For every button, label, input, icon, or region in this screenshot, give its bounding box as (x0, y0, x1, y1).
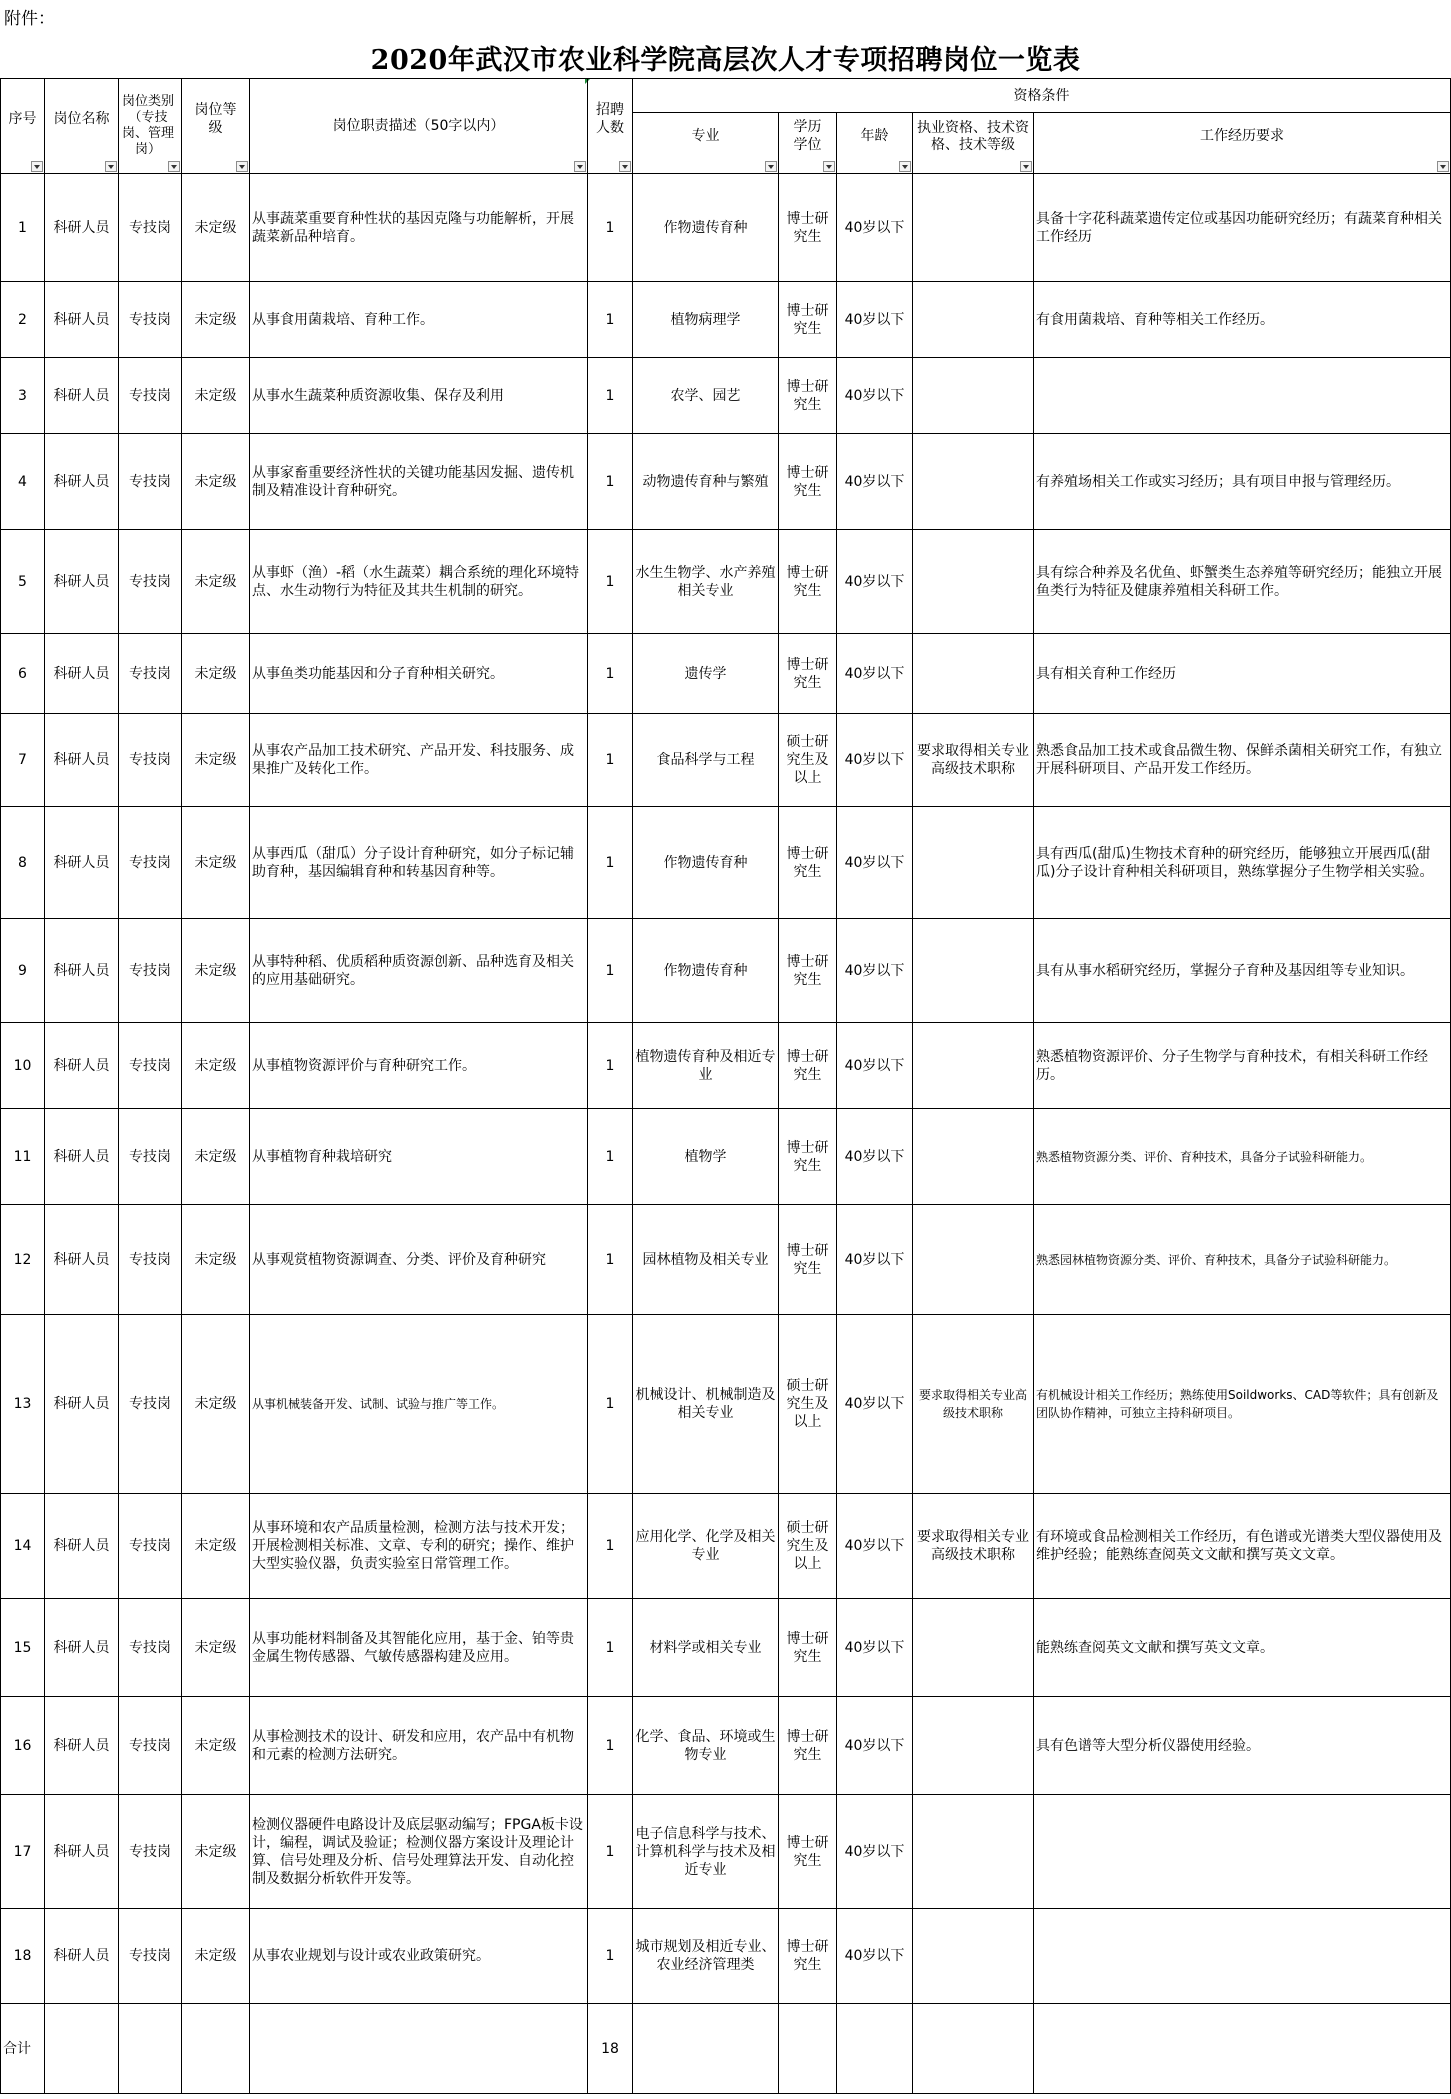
age-cell: 40岁以下 (837, 174, 913, 282)
header-duty: 岗位职责描述（50字以内） (250, 79, 588, 174)
post-level-cell: 未定级 (182, 1599, 250, 1697)
license-cell (913, 1909, 1034, 2004)
age-cell: 40岁以下 (837, 530, 913, 634)
experience-cell: 具有从事水稻研究经历，掌握分子育种及基因组等专业知识。 (1034, 919, 1451, 1023)
filter-dropdown-icon[interactable] (31, 161, 43, 172)
experience-cell: 具有色谱等大型分析仪器使用经验。 (1034, 1697, 1451, 1795)
license-cell (913, 634, 1034, 714)
license-cell: 要求取得相关专业高级技术职称 (913, 1315, 1034, 1494)
recruit-count-cell: 1 (588, 807, 633, 919)
post-level-cell: 未定级 (182, 358, 250, 434)
experience-cell: 具备十字花科蔬菜遗传定位或基因功能研究经历；有蔬菜育种相关工作经历 (1034, 174, 1451, 282)
age-cell: 40岁以下 (837, 434, 913, 530)
major-cell: 动物遗传育种与繁殖 (633, 434, 779, 530)
experience-cell: 具有综合种养及名优鱼、虾蟹类生态养殖等研究经历；能独立开展鱼类行为特征及健康养殖相关科研工作。 (1034, 530, 1451, 634)
duty-description-cell: 从事功能材料制备及其智能化应用，基于金、铂等贵金属生物传感器、气敏传感器构建及应用。 (250, 1599, 588, 1697)
header-index: 序号 (1, 79, 45, 174)
recruit-count-cell: 1 (588, 634, 633, 714)
duty-description-cell: 从事蔬菜重要育种性状的基因克隆与功能解析，开展蔬菜新品种培育。 (250, 174, 588, 282)
table-row (1, 1109, 1451, 1205)
post-level-cell: 未定级 (182, 1795, 250, 1909)
duty-description-cell: 从事鱼类功能基因和分子育种相关研究。 (250, 634, 588, 714)
experience-cell: 具有西瓜(甜瓜)生物技术育种的研究经历，能够独立开展西瓜(甜瓜)分子设计育种相关科研项目，熟练掌握分子生物学相关实验。 (1034, 807, 1451, 919)
filter-dropdown-icon[interactable] (823, 161, 835, 172)
duty-description-cell: 从事观赏植物资源调查、分类、评价及育种研究 (250, 1205, 588, 1315)
degree-cell: 博士研究生 (779, 530, 837, 634)
post-level-cell: 未定级 (182, 919, 250, 1023)
license-cell (913, 807, 1034, 919)
header-age: 年龄 (837, 113, 913, 174)
post-type-cell: 专技岗 (119, 358, 182, 434)
header-experience: 工作经历要求 (1034, 113, 1451, 174)
duty-description-cell: 检测仪器硬件电路设计及底层驱动编写；FPGA板卡设计，编程，调试及验证；检测仪器方案设计及理论计算、信号处理及分析、信号处理算法开发、自动化控制及数据分析软件开发等。 (250, 1795, 588, 1909)
attachment-label: 附件： (4, 9, 55, 29)
major-cell: 农学、园艺 (633, 358, 779, 434)
post-level-cell: 未定级 (182, 714, 250, 807)
degree-cell: 博士研究生 (779, 174, 837, 282)
post-level-cell: 未定级 (182, 807, 250, 919)
duty-description-cell: 从事机械装备开发、试制、试验与推广等工作。 (250, 1315, 588, 1494)
row-index-cell: 15 (1, 1599, 45, 1697)
degree-cell: 博士研究生 (779, 282, 837, 358)
major-cell: 园林植物及相关专业 (633, 1205, 779, 1315)
post-level-cell: 未定级 (182, 1315, 250, 1494)
experience-cell: 熟悉园林植物资源分类、评价、育种技术，具备分子试验科研能力。 (1034, 1205, 1451, 1315)
degree-cell: 博士研究生 (779, 919, 837, 1023)
duty-description-cell: 从事西瓜（甜瓜）分子设计育种研究，如分子标记辅助育种，基因编辑育种和转基因育种等。 (250, 807, 588, 919)
post-type-cell: 专技岗 (119, 1599, 182, 1697)
filter-dropdown-icon[interactable] (1020, 161, 1032, 172)
duty-description-cell: 从事特种稻、优质稻种质资源创新、品种选育及相关的应用基础研究。 (250, 919, 588, 1023)
age-cell: 40岁以下 (837, 714, 913, 807)
post-type-cell: 专技岗 (119, 1315, 182, 1494)
license-cell: 要求取得相关专业高级技术职称 (913, 714, 1034, 807)
row-index-cell: 14 (1, 1494, 45, 1599)
table-row (1, 1315, 1451, 1494)
recruit-count-cell: 1 (588, 174, 633, 282)
degree-cell: 博士研究生 (779, 807, 837, 919)
post-level-cell: 未定级 (182, 1909, 250, 2004)
table-row (1, 1697, 1451, 1795)
age-cell: 40岁以下 (837, 807, 913, 919)
filter-dropdown-icon[interactable] (168, 161, 180, 172)
filter-dropdown-icon[interactable] (619, 161, 631, 172)
post-level-cell: 未定级 (182, 1023, 250, 1109)
experience-cell: 能熟练查阅英文文献和撰写英文文章。 (1034, 1599, 1451, 1697)
license-cell (913, 174, 1034, 282)
degree-cell: 博士研究生 (779, 358, 837, 434)
license-cell (913, 1795, 1034, 1909)
age-cell: 40岁以下 (837, 919, 913, 1023)
filter-dropdown-icon[interactable] (765, 161, 777, 172)
table-row (1, 1599, 1451, 1697)
table-row (1, 530, 1451, 634)
license-cell (913, 1109, 1034, 1205)
post-type-cell: 专技岗 (119, 714, 182, 807)
experience-cell (1034, 358, 1451, 434)
degree-cell: 博士研究生 (779, 434, 837, 530)
header-post-name: 岗位名称 (45, 79, 119, 174)
license-cell (913, 530, 1034, 634)
row-index-cell: 3 (1, 358, 45, 434)
post-name-cell: 科研人员 (45, 1494, 119, 1599)
row-index-cell: 1 (1, 174, 45, 282)
header-major: 专业 (633, 113, 779, 174)
license-cell (913, 358, 1034, 434)
recruit-count-cell: 1 (588, 714, 633, 807)
major-cell: 遗传学 (633, 634, 779, 714)
post-type-cell: 专技岗 (119, 634, 182, 714)
post-type-cell: 专技岗 (119, 1795, 182, 1909)
row-index-cell: 11 (1, 1109, 45, 1205)
post-type-cell: 专技岗 (119, 174, 182, 282)
table-row (1, 358, 1451, 434)
age-cell: 40岁以下 (837, 1599, 913, 1697)
post-level-cell: 未定级 (182, 434, 250, 530)
duty-description-cell: 从事食用菌栽培、育种工作。 (250, 282, 588, 358)
major-cell: 机械设计、机械制造及相关专业 (633, 1315, 779, 1494)
post-name-cell: 科研人员 (45, 358, 119, 434)
post-type-cell: 专技岗 (119, 1205, 182, 1315)
post-name-cell: 科研人员 (45, 530, 119, 634)
recruit-count-cell: 1 (588, 1697, 633, 1795)
row-index-cell: 12 (1, 1205, 45, 1315)
major-cell: 植物遗传育种及相近专业 (633, 1023, 779, 1109)
age-cell: 40岁以下 (837, 1494, 913, 1599)
recruit-count-cell: 1 (588, 919, 633, 1023)
recruitment-table (0, 78, 1451, 2094)
degree-cell: 博士研究生 (779, 1697, 837, 1795)
row-index-cell: 7 (1, 714, 45, 807)
age-cell: 40岁以下 (837, 1795, 913, 1909)
recruit-count-cell: 1 (588, 1315, 633, 1494)
major-cell: 食品科学与工程 (633, 714, 779, 807)
row-index-cell: 5 (1, 530, 45, 634)
recruit-count-cell: 1 (588, 358, 633, 434)
age-cell: 40岁以下 (837, 1697, 913, 1795)
post-name-cell: 科研人员 (45, 714, 119, 807)
degree-cell: 博士研究生 (779, 1023, 837, 1109)
experience-cell: 有养殖场相关工作或实习经历；具有项目申报与管理经历。 (1034, 434, 1451, 530)
degree-cell: 博士研究生 (779, 1909, 837, 2004)
recruit-count-cell: 1 (588, 1494, 633, 1599)
row-index-cell: 2 (1, 282, 45, 358)
filter-dropdown-icon[interactable] (899, 161, 911, 172)
license-cell (913, 282, 1034, 358)
table-row (1, 282, 1451, 358)
duty-description-cell: 从事农业规划与设计或农业政策研究。 (250, 1909, 588, 2004)
post-name-cell: 科研人员 (45, 919, 119, 1023)
degree-cell: 博士研究生 (779, 1599, 837, 1697)
duty-description-cell: 从事家畜重要经济性状的关键功能基因发掘、遗传机制及精准设计育种研究。 (250, 434, 588, 530)
post-type-cell: 专技岗 (119, 434, 182, 530)
header-qualifications: 资格条件 (633, 79, 1451, 113)
table-row (1, 1909, 1451, 2004)
post-name-cell: 科研人员 (45, 1109, 119, 1205)
filter-dropdown-icon[interactable] (236, 161, 248, 172)
post-type-cell: 专技岗 (119, 1909, 182, 2004)
total-row (1, 2004, 1451, 2094)
major-cell: 水生生物学、水产养殖相关专业 (633, 530, 779, 634)
post-name-cell: 科研人员 (45, 282, 119, 358)
total-count: 18 (588, 2004, 633, 2094)
table-row (1, 807, 1451, 919)
recruit-count-cell: 1 (588, 282, 633, 358)
post-type-cell: 专技岗 (119, 530, 182, 634)
post-level-cell: 未定级 (182, 1205, 250, 1315)
duty-description-cell: 从事检测技术的设计、研发和应用，农产品中有机物和元素的检测方法研究。 (250, 1697, 588, 1795)
header-post-type: 岗位类别（专技岗、管理岗） (119, 79, 182, 174)
filter-dropdown-icon[interactable] (574, 161, 586, 172)
major-cell: 材料学或相关专业 (633, 1599, 779, 1697)
recruit-count-cell: 1 (588, 1599, 633, 1697)
post-name-cell: 科研人员 (45, 434, 119, 530)
post-level-cell: 未定级 (182, 1697, 250, 1795)
filter-dropdown-icon[interactable] (1437, 161, 1449, 172)
header-post-level: 岗位等级 (182, 79, 250, 174)
post-level-cell: 未定级 (182, 1494, 250, 1599)
major-cell: 作物遗传育种 (633, 919, 779, 1023)
license-cell (913, 1205, 1034, 1315)
recruit-count-cell: 1 (588, 1795, 633, 1909)
recruit-count-cell: 1 (588, 1909, 633, 2004)
post-name-cell: 科研人员 (45, 1909, 119, 2004)
post-type-cell: 专技岗 (119, 1697, 182, 1795)
experience-cell (1034, 1795, 1451, 1909)
row-index-cell: 13 (1, 1315, 45, 1494)
degree-cell: 硕士研究生及以上 (779, 1494, 837, 1599)
age-cell: 40岁以下 (837, 1109, 913, 1205)
duty-description-cell: 从事虾（渔）-稻（水生蔬菜）耦合系统的理化环境特点、水生动物行为特征及其共生机制的研究。 (250, 530, 588, 634)
post-name-cell: 科研人员 (45, 634, 119, 714)
post-type-cell: 专技岗 (119, 282, 182, 358)
major-cell: 电子信息科学与技术、计算机科学与技术及相近专业 (633, 1795, 779, 1909)
duty-description-cell: 从事水生蔬菜种质资源收集、保存及利用 (250, 358, 588, 434)
degree-cell: 博士研究生 (779, 1795, 837, 1909)
experience-cell (1034, 1909, 1451, 2004)
major-cell: 应用化学、化学及相关专业 (633, 1494, 779, 1599)
page-title: 2020年武汉市农业科学院高层次人才专项招聘岗位一览表 (370, 45, 1081, 76)
license-cell (913, 1599, 1034, 1697)
table-row (1, 434, 1451, 530)
major-cell: 植物病理学 (633, 282, 779, 358)
post-level-cell: 未定级 (182, 1109, 250, 1205)
license-cell (913, 919, 1034, 1023)
experience-cell: 有机械设计相关工作经历；熟练使用Soildworks、CAD等软件；具有创新及团队协作精神，可独立主持科研项目。 (1034, 1315, 1451, 1494)
post-name-cell: 科研人员 (45, 1315, 119, 1494)
age-cell: 40岁以下 (837, 634, 913, 714)
post-name-cell: 科研人员 (45, 807, 119, 919)
table-row (1, 1205, 1451, 1315)
experience-cell: 具有相关育种工作经历 (1034, 634, 1451, 714)
table-row (1, 1494, 1451, 1599)
experience-cell: 有食用菌栽培、育种等相关工作经历。 (1034, 282, 1451, 358)
post-name-cell: 科研人员 (45, 1697, 119, 1795)
age-cell: 40岁以下 (837, 1023, 913, 1109)
post-level-cell: 未定级 (182, 282, 250, 358)
row-index-cell: 9 (1, 919, 45, 1023)
table-row (1, 714, 1451, 807)
row-index-cell: 8 (1, 807, 45, 919)
row-index-cell: 16 (1, 1697, 45, 1795)
filter-dropdown-icon[interactable] (105, 161, 117, 172)
age-cell: 40岁以下 (837, 1315, 913, 1494)
post-type-cell: 专技岗 (119, 919, 182, 1023)
header-license: 执业资格、技术资格、技术等级 (913, 113, 1034, 174)
license-cell: 要求取得相关专业高级技术职称 (913, 1494, 1034, 1599)
major-cell: 化学、食品、环境或生物专业 (633, 1697, 779, 1795)
duty-description-cell: 从事农产品加工技术研究、产品开发、科技服务、成果推广及转化工作。 (250, 714, 588, 807)
experience-cell: 熟悉植物资源评价、分子生物学与育种技术，有相关科研工作经历。 (1034, 1023, 1451, 1109)
degree-cell: 博士研究生 (779, 1205, 837, 1315)
license-cell (913, 1697, 1034, 1795)
post-name-cell: 科研人员 (45, 1023, 119, 1109)
degree-cell: 硕士研究生及以上 (779, 714, 837, 807)
row-index-cell: 4 (1, 434, 45, 530)
duty-description-cell: 从事环境和农产品质量检测，检测方法与技术开发；开展检测相关标准、文章、专利的研究；操作、维护大型实验仪器，负责实验室日常管理工作。 (250, 1494, 588, 1599)
header-degree: 学历学位 (779, 113, 837, 174)
license-cell (913, 1023, 1034, 1109)
major-cell: 植物学 (633, 1109, 779, 1205)
post-level-cell: 未定级 (182, 174, 250, 282)
license-cell (913, 434, 1034, 530)
experience-cell: 熟悉植物资源分类、评价、育种技术，具备分子试验科研能力。 (1034, 1109, 1451, 1205)
recruit-count-cell: 1 (588, 1023, 633, 1109)
major-cell: 作物遗传育种 (633, 174, 779, 282)
experience-cell: 熟悉食品加工技术或食品微生物、保鲜杀菌相关研究工作，有独立开展科研项目、产品开发工作经历。 (1034, 714, 1451, 807)
row-index-cell: 6 (1, 634, 45, 714)
post-name-cell: 科研人员 (45, 1795, 119, 1909)
post-name-cell: 科研人员 (45, 174, 119, 282)
age-cell: 40岁以下 (837, 1909, 913, 2004)
post-level-cell: 未定级 (182, 634, 250, 714)
age-cell: 40岁以下 (837, 282, 913, 358)
major-cell: 作物遗传育种 (633, 807, 779, 919)
post-name-cell: 科研人员 (45, 1599, 119, 1697)
recruit-count-cell: 1 (588, 434, 633, 530)
degree-cell: 博士研究生 (779, 1109, 837, 1205)
table-row (1, 634, 1451, 714)
post-type-cell: 专技岗 (119, 1494, 182, 1599)
table-row (1, 1795, 1451, 1909)
post-type-cell: 专技岗 (119, 1109, 182, 1205)
major-cell: 城市规划及相近专业、农业经济管理类 (633, 1909, 779, 2004)
row-index-cell: 18 (1, 1909, 45, 2004)
post-level-cell: 未定级 (182, 530, 250, 634)
experience-cell: 有环境或食品检测相关工作经历，有色谱或光谱类大型仪器使用及维护经验；能熟练查阅英文文献和撰写英文文章。 (1034, 1494, 1451, 1599)
recruit-count-cell: 1 (588, 1109, 633, 1205)
post-type-cell: 专技岗 (119, 807, 182, 919)
table-row (1, 1023, 1451, 1109)
total-label: 合计 (1, 2004, 45, 2094)
age-cell: 40岁以下 (837, 358, 913, 434)
degree-cell: 博士研究生 (779, 634, 837, 714)
row-index-cell: 10 (1, 1023, 45, 1109)
degree-cell: 硕士研究生及以上 (779, 1315, 837, 1494)
post-name-cell: 科研人员 (45, 1205, 119, 1315)
recruit-count-cell: 1 (588, 530, 633, 634)
header-count: 招聘人数 (588, 79, 633, 174)
duty-description-cell: 从事植物育种栽培研究 (250, 1109, 588, 1205)
post-type-cell: 专技岗 (119, 1023, 182, 1109)
age-cell: 40岁以下 (837, 1205, 913, 1315)
duty-description-cell: 从事植物资源评价与育种研究工作。 (250, 1023, 588, 1109)
recruit-count-cell: 1 (588, 1205, 633, 1315)
table-row (1, 174, 1451, 282)
table-row (1, 919, 1451, 1023)
row-index-cell: 17 (1, 1795, 45, 1909)
